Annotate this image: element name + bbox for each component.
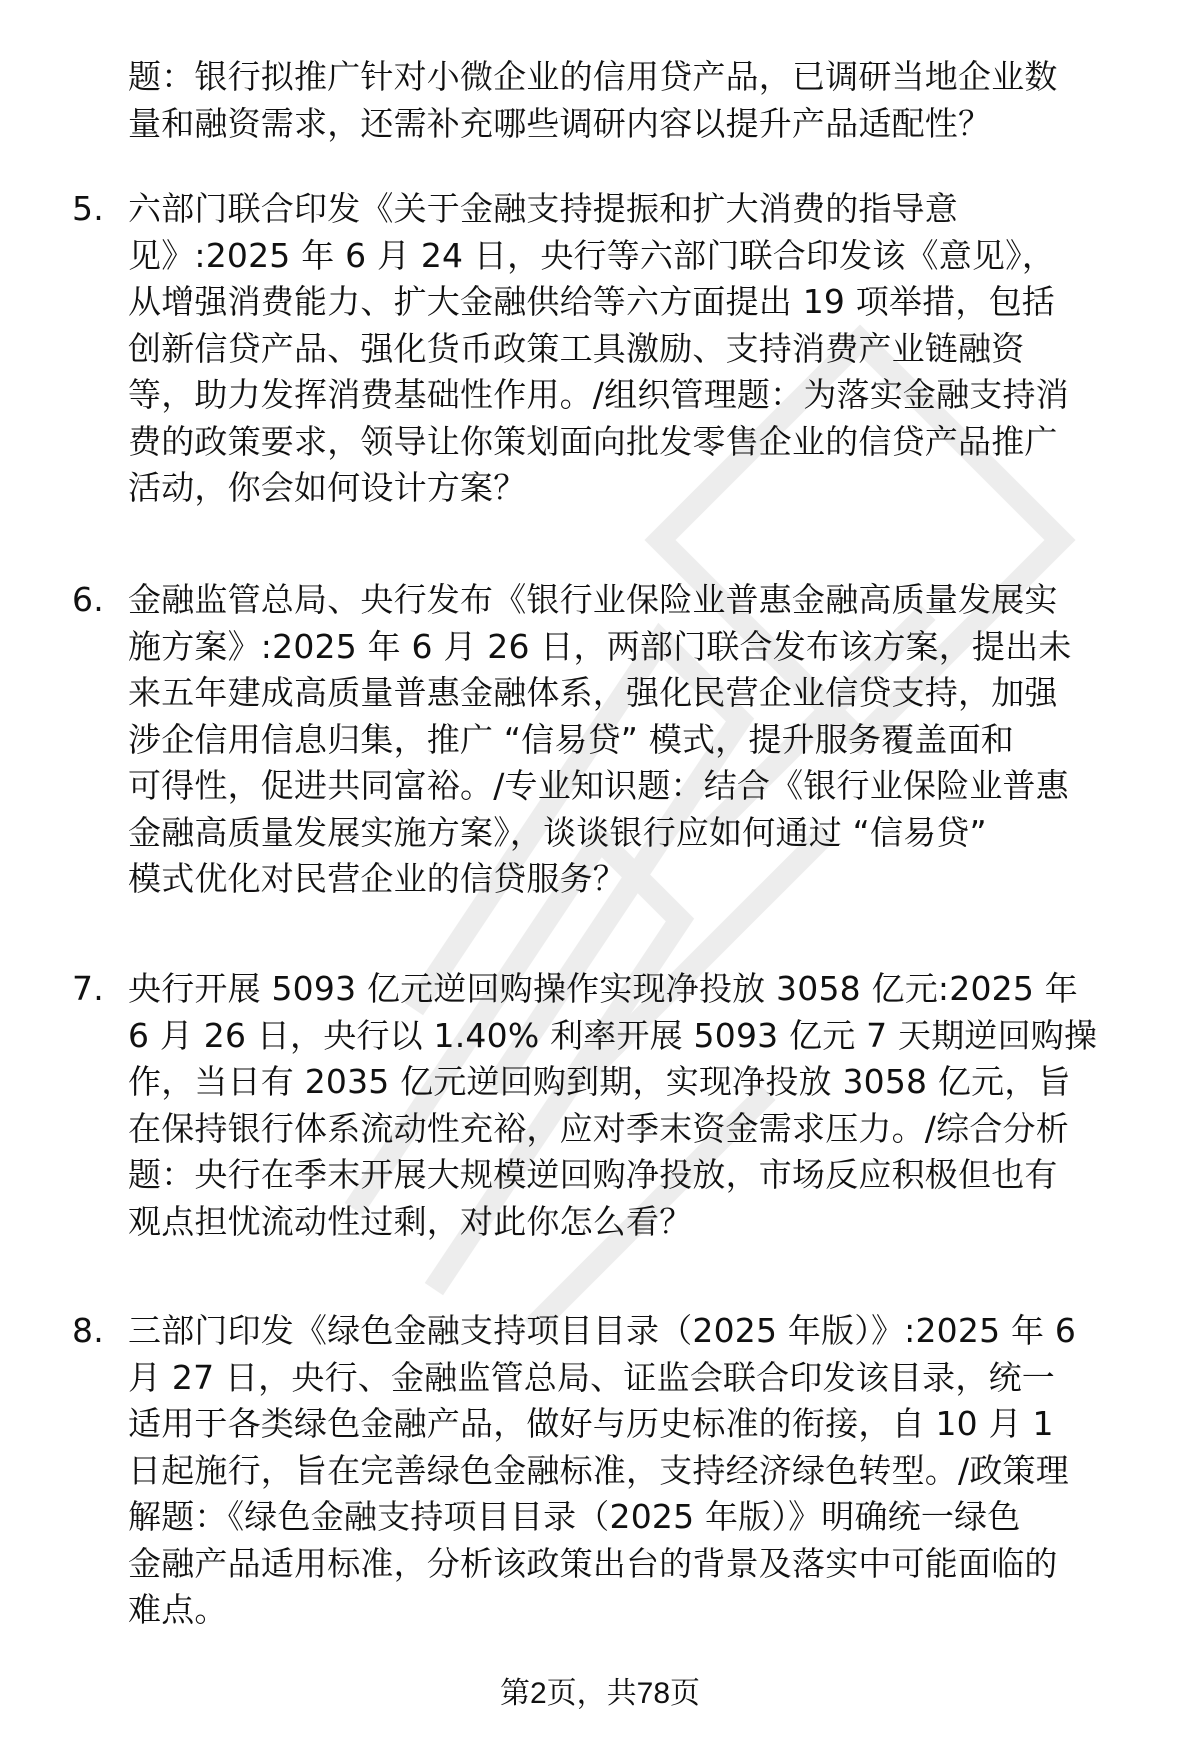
item-body: [128, 577, 1158, 903]
text-line: 六部门联合印发《关于金融支持提振和扩大消费的指导意: [128, 189, 958, 228]
text-line: 难点。: [128, 1590, 228, 1629]
text-line: 解题：《绿色金融支持项目目录（2025 年版）》明确统一绿色: [128, 1497, 1021, 1536]
item-body: [128, 186, 1158, 512]
text-line: 量和融资需求，还需补充哪些调研内容以提升产品适配性？: [128, 103, 992, 143]
item-number: 5.: [72, 189, 104, 228]
text-line: 等，助力发挥消费基础性作用。/组织管理题：为落实金融支持消: [128, 375, 1069, 414]
text-line: 费的政策要求，领导让你策划面向批发零售企业的信贷产品推广: [128, 421, 1058, 461]
text-line: 题：银行拟推广针对小微企业的信用贷产品，已调研当地企业数: [128, 57, 1058, 96]
item-body: [128, 1308, 1158, 1634]
text-line: 金融高质量发展实施方案》，谈谈银行应如何通过 “信易贷”: [128, 812, 987, 852]
page-number-footer: 第2页，共78页: [499, 1677, 701, 1710]
continuation-paragraph: [128, 54, 1158, 147]
item-number: 7.: [72, 969, 104, 1008]
text-line: 6 月 26 日，央行以 1.40% 利率开展 5093 亿元 7 天期逆回购操: [128, 1015, 1098, 1055]
text-line: 月 27 日，央行、金融监管总局、证监会联合印发该目录，统一: [128, 1357, 1055, 1397]
text-line: 金融产品适用标准，分析该政策出台的背景及落实中可能面临的: [128, 1543, 1058, 1583]
list-item-8: [72, 1308, 1158, 1634]
text-line: 央行开展 5093 亿元逆回购操作实现净投放 3058 亿元:2025 年: [128, 969, 1078, 1008]
item-number: 6.: [72, 580, 104, 619]
item-number: 8.: [72, 1311, 104, 1350]
text-line: 日起施行，旨在完善绿色金融标准，支持经济绿色转型。/政策理: [128, 1450, 1069, 1490]
text-line: 题：央行在季末开展大规模逆回购净投放，市场反应积极但也有: [128, 1155, 1058, 1194]
text-line: 可得性，促进共同富裕。/专业知识题：结合《银行业保险业普惠: [128, 766, 1069, 805]
text-line: 来五年建成高质量普惠金融体系，强化民营企业信贷支持，加强: [128, 673, 1058, 712]
item-body: [128, 966, 1158, 1245]
list-item-6: [72, 577, 1158, 903]
text-line: 三部门印发《绿色金融支持项目目录（2025 年版）》:2025 年 6: [128, 1311, 1077, 1350]
text-line: 作，当日有 2035 亿元逆回购到期，实现净投放 3058 亿元，旨: [128, 1062, 1071, 1101]
list-item-7: [72, 966, 1158, 1245]
text-line: 见》:2025 年 6 月 24 日，央行等六部门联合印发该《意见》，: [128, 235, 1056, 275]
text-line: 活动，你会如何设计方案？: [128, 468, 527, 507]
text-line: 创新信贷产品、强化货币政策工具激励、支持消费产业链融资: [128, 328, 1025, 368]
text-line: 涉企信用信息归集，推广 “信易贷” 模式，提升服务覆盖面和: [128, 719, 1014, 759]
text-line: 在保持银行体系流动性充裕，应对季末资金需求压力。/综合分析: [128, 1108, 1069, 1148]
text-line: 观点担忧流动性过剩，对此你怎么看？: [128, 1201, 693, 1241]
text-line: 模式优化对民营企业的信贷服务？: [128, 859, 626, 898]
list-item-5: [72, 186, 1158, 512]
text-line: 施方案》:2025 年 6 月 26 日，两部门联合发布该方案，提出未: [128, 626, 1072, 666]
text-line: 从增强消费能力、扩大金融供给等六方面提出 19 项举措，包括: [128, 282, 1055, 321]
text-line: 适用于各类绿色金融产品，做好与历史标准的衔接，自 10 月 1: [128, 1404, 1054, 1443]
text-line: 金融监管总局、央行发布《银行业保险业普惠金融高质量发展实: [128, 580, 1058, 619]
